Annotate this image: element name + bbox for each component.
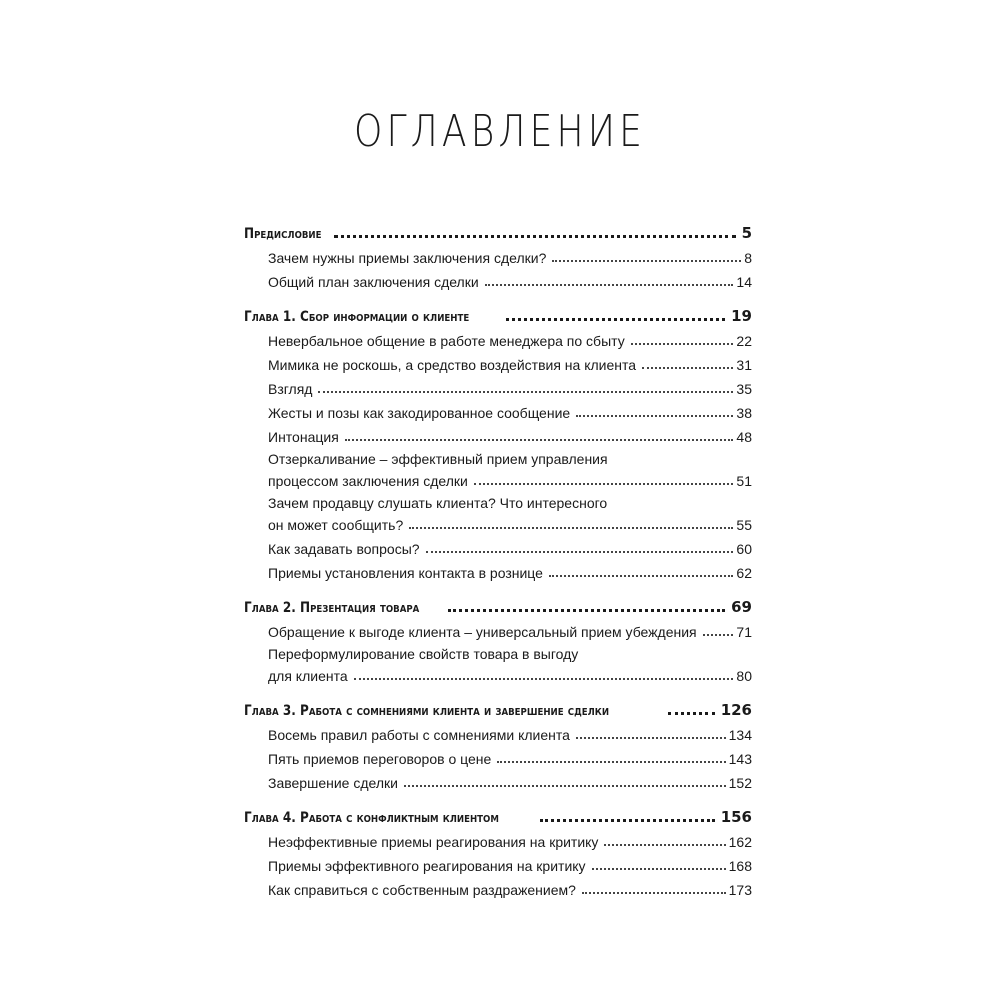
page-number: 162 — [728, 834, 752, 850]
toc-item-row[interactable] — [244, 557, 752, 581]
page-number: 143 — [728, 751, 752, 767]
item-title-line-2: процессом заключения сделки — [268, 473, 468, 489]
page-number: 71 — [736, 624, 752, 640]
item-title: Зачем нужны приемы заключения сделки? — [268, 250, 547, 266]
item-title-line-2: он может сообщить? — [268, 517, 404, 533]
page-number: 8 — [744, 250, 752, 266]
dot-leader — [668, 712, 714, 715]
page-number: 5 — [741, 224, 752, 242]
toc-item-row-line-1[interactable] — [244, 445, 752, 467]
chapter-title: Глава 2. Презентация товара — [244, 600, 420, 616]
toc-item-row[interactable] — [244, 242, 752, 266]
dot-leader — [642, 367, 733, 369]
dot-leader — [703, 634, 734, 636]
table-of-contents — [244, 216, 752, 907]
page-number: 126 — [720, 701, 752, 719]
toc-item-row-line-1[interactable] — [244, 640, 752, 662]
dot-leader — [552, 260, 741, 262]
dot-leader — [592, 868, 726, 870]
page-number: 22 — [736, 333, 752, 349]
dot-leader — [506, 318, 725, 321]
item-title-line-1: Зачем продавцу слушать клиента? Что интересного — [268, 495, 608, 511]
toc-item-row-line-2[interactable] — [244, 662, 752, 684]
page-number: 35 — [736, 381, 752, 397]
dot-leader — [318, 391, 733, 393]
chapter-title: Глава 1. Сбор информации о клиенте — [244, 309, 470, 325]
page-number: 134 — [728, 727, 752, 743]
toc-item-row[interactable] — [244, 349, 752, 373]
dot-leader — [540, 819, 714, 822]
toc-section-preface — [244, 216, 752, 290]
item-title: Приемы установления контакта в рознице — [268, 565, 543, 581]
toc-item-row[interactable] — [244, 826, 752, 850]
toc-item-row[interactable] — [244, 266, 752, 290]
chapter-title: Глава 3. Работа с сомнениями клиента и завершение сделки — [244, 703, 610, 719]
item-title: Пять приемов переговоров о цене — [268, 751, 492, 767]
page-number: 31 — [736, 357, 752, 373]
dot-leader — [576, 415, 733, 417]
item-title: Общий план заключения сделки — [268, 274, 479, 290]
dot-leader — [474, 483, 734, 485]
chapter-title: Предисловие — [244, 226, 322, 242]
dot-leader — [604, 844, 725, 846]
dot-leader — [497, 761, 725, 763]
item-title: Как справиться с собственным раздражением? — [268, 882, 576, 898]
item-title: Мимика не роскошь, а средство воздействия на клиента — [268, 357, 637, 373]
dot-leader — [448, 609, 725, 612]
item-title: Обращение к выгоде клиента – универсальный прием убеждения — [268, 624, 697, 640]
item-title: Взгляд — [268, 381, 313, 397]
toc-item-row-line-2[interactable] — [244, 467, 752, 489]
toc-item-row-line-1[interactable] — [244, 489, 752, 511]
toc-item-row[interactable] — [244, 767, 752, 791]
item-title: Невербальное общение в работе менеджера по сбыту — [268, 333, 625, 349]
toc-chapter-row[interactable] — [244, 590, 752, 616]
toc-item-row[interactable] — [244, 325, 752, 349]
item-title-line-2: для клиента — [268, 668, 348, 684]
page-number: 62 — [736, 565, 752, 581]
page-title: ОГЛАВЛЕНИЕ — [353, 106, 647, 157]
page-number: 55 — [736, 517, 752, 533]
item-title-line-1: Отзеркаливание – эффективный прием управления — [268, 451, 608, 467]
item-title: Восемь правил работы с сомнениями клиента — [268, 727, 570, 743]
toc-item-row[interactable] — [244, 373, 752, 397]
toc-chapter-row[interactable] — [244, 800, 752, 826]
page-number: 48 — [736, 429, 752, 445]
dot-leader — [631, 343, 734, 345]
page-number: 19 — [731, 307, 752, 325]
page-number: 51 — [736, 473, 752, 489]
toc-item-row-line-2[interactable] — [244, 511, 752, 533]
page-number: 156 — [720, 808, 752, 826]
toc-item-row[interactable] — [244, 616, 752, 640]
page-number: 173 — [728, 882, 752, 898]
dot-leader — [409, 527, 733, 529]
item-title: Интонация — [268, 429, 339, 445]
item-title: Жесты и позы как закодированное сообщение — [268, 405, 571, 421]
toc-item-row[interactable] — [244, 850, 752, 874]
toc-chapter-row[interactable] — [244, 693, 752, 719]
dot-leader — [334, 235, 735, 238]
dot-leader — [582, 892, 726, 894]
page-number: 14 — [736, 274, 752, 290]
item-title: Неэффективные приемы реагирования на критику — [268, 834, 599, 850]
toc-section-chapter-4 — [244, 800, 752, 898]
toc-item-row[interactable] — [244, 533, 752, 557]
item-title: Как задавать вопросы? — [268, 541, 420, 557]
item-title: Завершение сделки — [268, 775, 398, 791]
dot-leader — [404, 785, 726, 787]
toc-section-chapter-1 — [244, 299, 752, 581]
page-number: 152 — [728, 775, 752, 791]
page-number: 38 — [736, 405, 752, 421]
toc-item-row[interactable] — [244, 421, 752, 445]
dot-leader — [485, 284, 734, 286]
item-title-line-1: Переформулирование свойств товара в выгоду — [268, 646, 579, 662]
item-title: Приемы эффективного реагирования на критику — [268, 858, 586, 874]
chapter-title: Глава 4. Работа с конфликтным клиентом — [244, 810, 499, 826]
toc-chapter-row[interactable] — [244, 299, 752, 325]
toc-item-row[interactable] — [244, 719, 752, 743]
dot-leader — [345, 439, 734, 441]
dot-leader — [426, 551, 734, 553]
toc-item-row[interactable] — [244, 397, 752, 421]
dot-leader — [549, 575, 733, 577]
toc-item-row[interactable] — [244, 874, 752, 898]
page-number: 60 — [736, 541, 752, 557]
dot-leader — [354, 678, 734, 680]
toc-section-chapter-2 — [244, 590, 752, 684]
toc-item-row[interactable] — [244, 743, 752, 767]
page-number: 80 — [736, 668, 752, 684]
page-number: 69 — [731, 598, 752, 616]
dot-leader — [576, 737, 726, 739]
toc-chapter-row[interactable] — [244, 216, 752, 242]
toc-section-chapter-3 — [244, 693, 752, 791]
page-number: 168 — [728, 858, 752, 874]
